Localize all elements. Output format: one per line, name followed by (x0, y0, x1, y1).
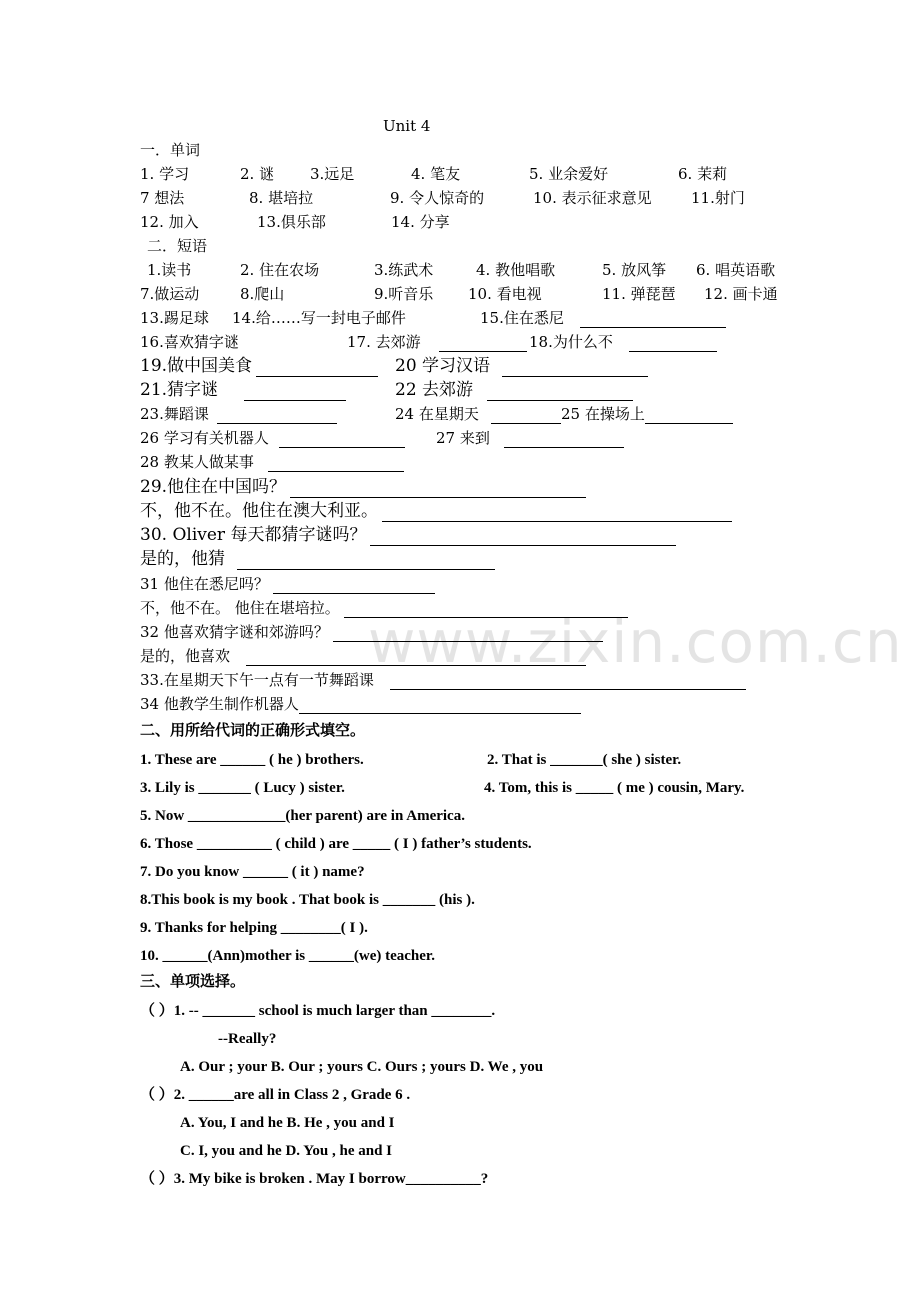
watermark: www.zixin.com.cn (368, 608, 903, 676)
answer-blank[interactable] (645, 408, 733, 424)
choice-question: （ ）1. -- _______ school is much larger than ________. (140, 1003, 496, 1019)
phrase-item: 33.在星期天下午一点有一节舞蹈课 (140, 670, 746, 690)
vocab-heading: 一．单词 (140, 141, 201, 159)
phrase-item: 27 来到 (436, 428, 624, 448)
answer-blank[interactable] (246, 650, 586, 666)
answer-blank[interactable] (290, 482, 586, 498)
answer-blank[interactable] (244, 385, 346, 401)
phrase-item: 1.读书 (147, 261, 192, 279)
phrase-item: 23.舞蹈课 (140, 404, 337, 424)
phrase-item: 6. 唱英语歌 (696, 261, 776, 279)
answer-blank[interactable] (580, 312, 726, 328)
answer-blank[interactable] (333, 626, 603, 642)
choice-options: A. You, I and he B. He , you and I (180, 1115, 395, 1131)
pronoun-question: 10. ______(Ann)mother is ______(we) teacher. (140, 948, 435, 964)
answer-blank[interactable] (370, 530, 676, 546)
vocab-item: 7 想法 (140, 189, 185, 207)
vocab-item: 8. 堪培拉 (249, 189, 314, 207)
answer-blank[interactable] (439, 332, 527, 352)
pronoun-question: 2. That is _______( she ) sister. (487, 752, 682, 768)
phrase-item: 8.爬山 (240, 285, 285, 303)
phrase-item: 29.他住在中国吗？ (140, 476, 586, 498)
phrase-item: 22 去郊游 (395, 379, 633, 401)
choice-options: A. Our ; your B. Our ; yours C. Ours ; yours D. We , you (180, 1059, 544, 1075)
phrase-item: 19.做中国美食 (140, 355, 378, 377)
vocab-item: 9. 令人惊奇的 (390, 189, 485, 207)
choice-line: --Really? (218, 1031, 277, 1047)
vocab-item: 10. 表示征求意见 (533, 189, 652, 207)
answer-blank[interactable] (502, 361, 648, 377)
vocab-item: 2. 谜 (240, 165, 275, 183)
page-title: Unit 4 (383, 117, 431, 135)
answer-blank[interactable] (279, 432, 405, 448)
vocab-item: 5. 业余爱好 (529, 165, 609, 183)
choice-question: （ ）2. ______are all in Class 2 , Grade 6 . (140, 1087, 411, 1103)
pronoun-question: 6. Those __________ ( child ) are _____ ( I ) father’s students. (140, 836, 532, 852)
pronoun-question: 7. Do you know ______ ( it ) name? (140, 864, 365, 880)
choice-heading: 三、单项选择。 (140, 974, 246, 990)
vocab-item: 12. 加入 (140, 213, 199, 231)
pronoun-question: 5. Now _____________(her parent) are in America. (140, 808, 465, 824)
pronoun-question: 8.This book is my book . That book is _______ (his ). (140, 892, 475, 908)
answer-blank[interactable] (491, 408, 561, 424)
phrase-item: 5. 放风筝 (602, 261, 667, 279)
answer-blank[interactable] (390, 674, 746, 690)
answer-blank[interactable] (382, 506, 732, 522)
phrase-item: 12. 画卡通 (704, 285, 778, 303)
phrase-item: 28 教某人做某事 (140, 452, 404, 472)
vocab-item: 3.远足 (310, 165, 355, 183)
phrase-item: 31 他住在悉尼吗？ (140, 574, 435, 594)
pronoun-question: 1. These are ______ ( he ) brothers. (140, 752, 364, 768)
phrase-item: 30. Oliver 每天都猜字谜吗？ (140, 524, 676, 546)
answer-blank[interactable] (299, 698, 581, 714)
phrase-item: 11. 弹琵琶 (602, 285, 676, 303)
phrase-item: 3.练武术 (374, 261, 434, 279)
pronoun-question: 4. Tom, this is _____ ( me ) cousin, Mary. (484, 780, 745, 796)
phrase-item: 34 他教学生制作机器人 (140, 694, 581, 714)
answer-blank[interactable] (273, 578, 435, 594)
phrase-item: 9.听音乐 (374, 285, 434, 303)
answer-blank[interactable] (268, 456, 404, 472)
phrase-item: 7.做运动 (140, 285, 200, 303)
vocab-item: 11.射门 (691, 189, 745, 207)
answer-blank[interactable] (629, 336, 717, 352)
phrase-item: 25 在操场上 (561, 404, 733, 424)
phrase-item: 不，他不在。 他住在堪培拉。 (140, 598, 628, 618)
phrase-item: 不，他不在。他住在澳大利亚。 (140, 500, 732, 522)
answer-blank[interactable] (237, 554, 495, 570)
phrase-item: 20 学习汉语 (395, 355, 648, 377)
phrase-item: 2. 住在农场 (240, 261, 320, 279)
answer-blank[interactable] (256, 361, 378, 377)
pronoun-heading: 二、用所给代词的正确形式填空。 (140, 723, 366, 739)
phrase-item: 17. 去郊游 (347, 333, 421, 351)
phrase-item: 24 在星期天 (395, 404, 561, 424)
pronoun-question: 9. Thanks for helping ________( I ). (140, 920, 368, 936)
vocab-item: 6. 茉莉 (678, 165, 728, 183)
phrase-item: 10. 看电视 (468, 285, 542, 303)
answer-blank[interactable] (504, 432, 624, 448)
phrase-item: 16.喜欢猜字谜 (140, 333, 239, 351)
phrase-item: 14.给……写一封电子邮件 (232, 309, 406, 327)
phrase-item: 26 学习有关机器人 (140, 428, 405, 448)
vocab-item: 13.俱乐部 (257, 213, 326, 231)
phrases-heading: 二．短语 (147, 237, 208, 255)
phrase-item: 13.踢足球 (140, 309, 209, 327)
phrase-item: 是的，他喜欢 (140, 646, 586, 666)
phrase-item: 4. 教他唱歌 (476, 261, 556, 279)
vocab-item: 14. 分享 (391, 213, 450, 231)
answer-blank[interactable] (217, 408, 337, 424)
answer-blank[interactable] (344, 602, 628, 618)
answer-blank[interactable] (487, 385, 633, 401)
vocab-item: 4. 笔友 (411, 165, 461, 183)
vocab-item: 1. 学习 (140, 165, 190, 183)
pronoun-question: 3. Lily is _______ ( Lucy ) sister. (140, 780, 345, 796)
choice-question: （ ）3. My bike is broken . May I borrow__________? (140, 1171, 489, 1187)
choice-options: C. I, you and he D. You , he and I (180, 1143, 393, 1159)
phrase-item: 21.猜字谜 (140, 379, 346, 401)
phrase-item: 18.为什么不 (529, 332, 717, 352)
phrase-item: 32 他喜欢猜字谜和郊游吗？ (140, 622, 603, 642)
phrase-item: 15.住在悉尼 (480, 308, 726, 328)
phrase-item: 是的，他猜 (140, 548, 495, 570)
